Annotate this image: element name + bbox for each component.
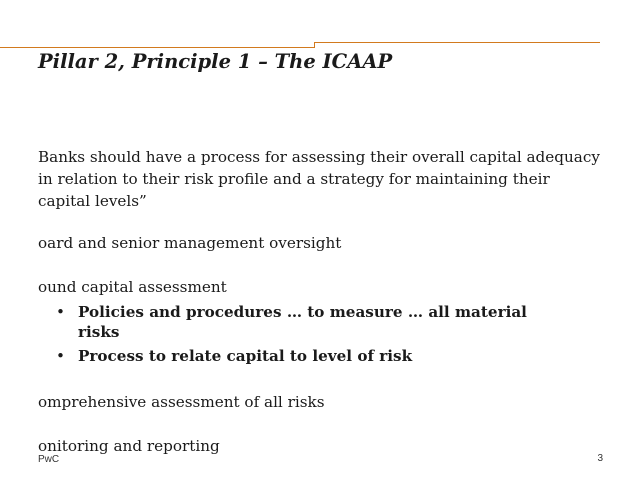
paragraph-line: Banks should have a process for assessing their overall capital adequacy xyxy=(38,148,600,166)
paragraph-line: in relation to their risk profile and a strategy for maintaining their xyxy=(38,170,550,188)
sub-bullet xyxy=(56,302,527,322)
footer-brand: PwC xyxy=(38,454,60,465)
intro-paragraph xyxy=(38,146,600,212)
list-item: onitoring and reporting xyxy=(38,437,220,455)
sub-bullet-text: Policies and procedures … to measure … all material xyxy=(78,303,527,321)
sub-bullet xyxy=(56,346,412,366)
list-item: omprehensive assessment of all risks xyxy=(38,393,325,411)
sub-bullet-text: Process to relate capital to level of risk xyxy=(78,347,413,365)
header-rule-right xyxy=(314,42,600,43)
paragraph-line: capital levels” xyxy=(38,192,147,210)
list-item: oard and senior management oversight xyxy=(38,234,342,252)
header-rule-left xyxy=(0,47,314,48)
page-number: 3 xyxy=(597,453,603,464)
bullet-marker: • xyxy=(56,347,65,365)
sub-bullet-continuation: risks xyxy=(78,323,120,341)
slide-title: Pillar 2, Principle 1 – The ICAAP xyxy=(38,50,393,73)
list-item: ound capital assessment xyxy=(38,278,227,296)
bullet-marker: • xyxy=(56,303,65,321)
